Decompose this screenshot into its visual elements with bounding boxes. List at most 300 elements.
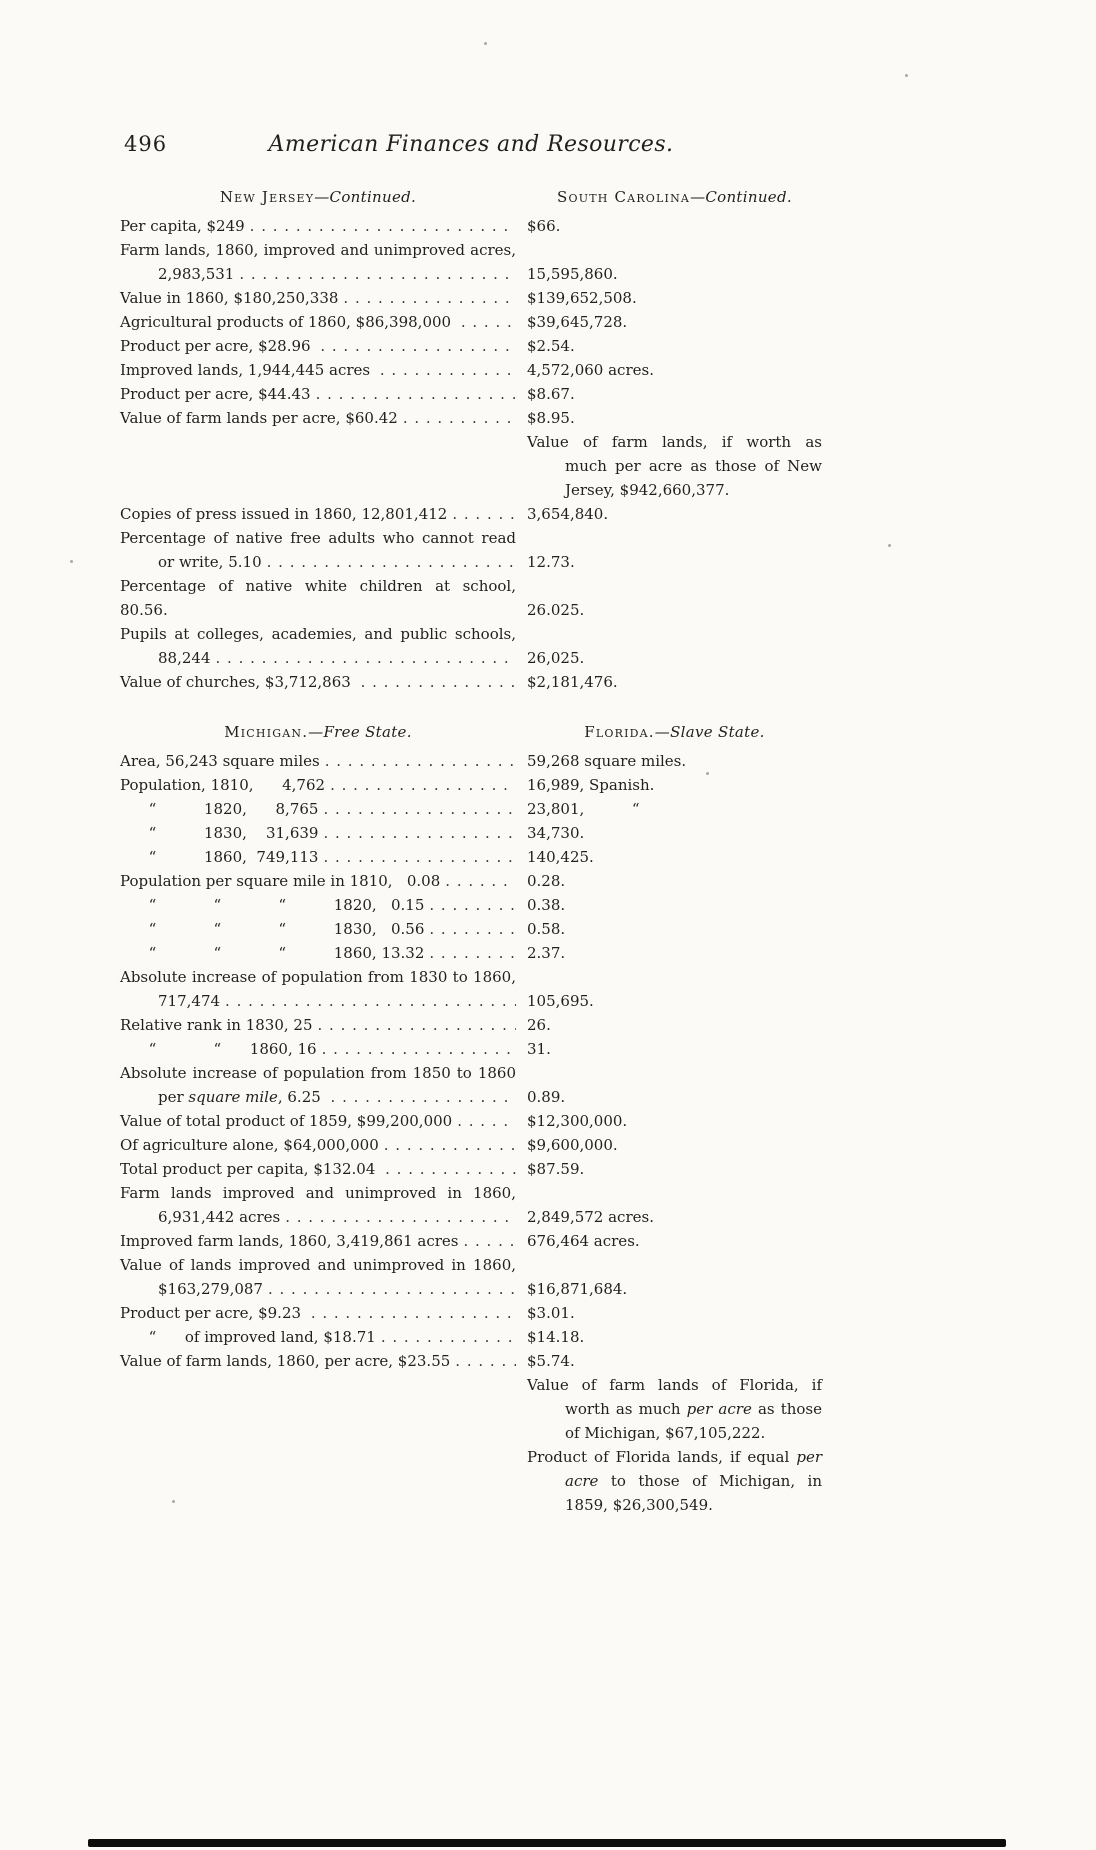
- entry-value-cell: [527, 1133, 822, 1157]
- text-line: [120, 1253, 516, 1277]
- text-line: [120, 821, 516, 845]
- line-text: “ 1820, 8,765: [120, 800, 319, 818]
- line-text: 2,849,572 acres.: [527, 1208, 654, 1226]
- comparison-section: [120, 720, 822, 1517]
- table-row: [120, 1061, 822, 1109]
- text-line: [527, 1445, 822, 1469]
- text-line: [120, 358, 516, 382]
- table-row: [120, 286, 822, 310]
- text-line: [527, 262, 822, 286]
- entry-label-cell: [120, 670, 516, 694]
- column-header-qualifier: —Continued.: [690, 188, 792, 206]
- entry-label-cell: [120, 1349, 516, 1373]
- text-line: [158, 262, 516, 286]
- line-text: Value of farm lands, 1860, per acre, $23.55: [120, 1352, 451, 1370]
- line-text: 26,025.: [527, 649, 585, 667]
- line-text: “ of improved land, $18.71: [120, 1328, 376, 1346]
- dot-leader: [463, 1229, 516, 1253]
- entry-value-cell: [527, 358, 822, 382]
- entry-value-cell: [527, 646, 822, 670]
- text-line: [158, 550, 516, 574]
- text-line: [120, 917, 516, 941]
- comparison-section: [120, 185, 822, 694]
- line-text: 4,572,060 acres.: [527, 361, 654, 379]
- line-text: $14.18.: [527, 1328, 585, 1346]
- table-row: [120, 1013, 822, 1037]
- column-header: [527, 185, 822, 209]
- text-line: [527, 1133, 822, 1157]
- line-text: Product per acre, $9.23: [120, 1304, 306, 1322]
- text-line: [527, 773, 822, 797]
- table-row: [120, 1373, 822, 1445]
- entry-label-cell: [120, 574, 521, 622]
- entry-label-cell: [120, 797, 516, 821]
- dot-leader: [384, 1133, 516, 1157]
- text-line: [120, 526, 516, 550]
- text-line: [120, 382, 516, 406]
- table-row: [120, 358, 822, 382]
- text-line: [120, 334, 516, 358]
- text-line: [120, 1325, 516, 1349]
- dot-leader: [429, 941, 516, 965]
- line-text: $39,645,728.: [527, 313, 628, 331]
- section-header-row: [120, 185, 822, 209]
- entry-value-cell: [527, 1325, 822, 1349]
- text-line: [527, 502, 822, 526]
- dot-leader: [323, 821, 516, 845]
- entry-label-cell: [120, 749, 516, 773]
- line-text: or write, 5.10: [158, 553, 262, 571]
- page-header: [120, 0, 822, 157]
- line-text: 0.28.: [527, 872, 566, 890]
- entry-value-cell: [527, 1301, 822, 1325]
- dot-leader: [429, 917, 516, 941]
- text-line: [527, 1205, 822, 1229]
- entry-label-cell: [120, 502, 516, 526]
- dot-leader: [455, 1349, 516, 1373]
- text-line: [527, 797, 822, 821]
- table-row: [120, 1349, 822, 1373]
- dot-leader: [316, 382, 516, 406]
- entry-value-cell: [527, 262, 822, 286]
- dot-leader: [323, 845, 516, 869]
- line-text: “ 1860, 749,113: [120, 848, 319, 866]
- line-text: Copies of press issued in 1860, 12,801,412: [120, 505, 448, 523]
- table-row: [120, 797, 822, 821]
- line-text: $163,279,087: [158, 1280, 263, 1298]
- entry-value-cell: [527, 1037, 822, 1061]
- entry-value-cell: [527, 869, 822, 893]
- entry-value-cell: [527, 286, 822, 310]
- line-text: 676,464 acres.: [527, 1232, 640, 1250]
- line-text: Percentage of native free adults who cannot read: [120, 529, 516, 547]
- line-text: “ “ 1860, 16: [120, 1040, 317, 1058]
- dot-leader: [325, 749, 516, 773]
- dot-leader: [318, 1013, 516, 1037]
- line-text: 2,983,531: [158, 265, 235, 283]
- text-line: [120, 1157, 516, 1181]
- text-line: [120, 1229, 516, 1253]
- text-line: [120, 238, 516, 262]
- entry-label-cell: [120, 1229, 516, 1253]
- line-text: worth as much per acre as those: [565, 1400, 822, 1418]
- line-text: Jersey, $942,660,377.: [565, 481, 730, 499]
- table-row: [120, 821, 822, 845]
- dot-leader: [311, 1301, 516, 1325]
- entry-label-cell: [120, 965, 516, 1013]
- table-row: [120, 1445, 822, 1517]
- dot-leader: [285, 1205, 516, 1229]
- text-line: [120, 797, 516, 821]
- entry-value-cell: [527, 773, 822, 797]
- entry-label-cell: [120, 214, 516, 238]
- entry-label-cell: [120, 334, 516, 358]
- text-line: [120, 1181, 516, 1205]
- column-header-qualifier: —Continued.: [314, 188, 417, 206]
- column-header-state: Michigan.: [224, 723, 309, 741]
- column-header-state: New Jersey: [219, 188, 315, 206]
- dot-leader: [268, 1277, 516, 1301]
- dot-leader: [250, 214, 516, 238]
- text-line: [565, 1493, 822, 1517]
- table-row: [120, 1109, 822, 1133]
- entry-value-cell: [527, 598, 822, 622]
- dot-leader: [320, 334, 516, 358]
- column-header-qualifier: —Slave State.: [654, 723, 765, 741]
- dot-leader: [429, 893, 516, 917]
- text-line: [527, 1157, 822, 1181]
- dot-leader: [239, 262, 516, 286]
- table-row: [120, 670, 822, 694]
- text-line: [120, 406, 516, 430]
- dot-leader: [331, 1085, 516, 1109]
- entry-label-cell: [120, 917, 516, 941]
- text-line: [158, 1205, 516, 1229]
- text-line: [527, 334, 822, 358]
- line-text: Per capita, $249: [120, 217, 245, 235]
- table-row: [120, 845, 822, 869]
- text-line: [527, 1349, 822, 1373]
- entry-value-cell: [527, 821, 822, 845]
- dot-leader: [403, 406, 516, 430]
- text-line: [527, 310, 822, 334]
- entry-value-cell: [527, 917, 822, 941]
- text-line: [565, 1421, 822, 1445]
- text-line: [565, 454, 822, 478]
- text-line: [527, 749, 822, 773]
- entry-value-cell: [527, 1157, 822, 1181]
- entry-label-cell: [120, 1325, 516, 1349]
- table-row: [120, 406, 822, 430]
- line-text: 31.: [527, 1040, 551, 1058]
- line-text: Value in 1860, $180,250,338: [120, 289, 339, 307]
- line-text: 717,474: [158, 992, 221, 1010]
- entry-value-cell: [527, 797, 822, 821]
- text-line: [120, 1349, 516, 1373]
- text-line: [158, 1085, 516, 1109]
- text-line: [120, 749, 516, 773]
- text-line: [158, 989, 516, 1013]
- text-line: [527, 214, 822, 238]
- line-text: 1859, $26,300,549.: [565, 1496, 713, 1514]
- text-line: [527, 1013, 822, 1037]
- entry-value-cell: [527, 382, 822, 406]
- text-line: [527, 1037, 822, 1061]
- dot-leader: [330, 773, 516, 797]
- line-text: 3,654,840.: [527, 505, 609, 523]
- entry-label-cell: [120, 382, 516, 406]
- table-row: [120, 430, 822, 502]
- page-title: American Finances and Resources.: [268, 132, 674, 157]
- entry-label-cell: [120, 622, 516, 670]
- entry-value-cell: [527, 989, 822, 1013]
- dot-leader: [216, 646, 517, 670]
- table-row: [120, 773, 822, 797]
- text-line: [527, 1301, 822, 1325]
- line-text: 59,268 square miles.: [527, 752, 687, 770]
- dot-leader: [457, 1109, 516, 1133]
- entry-label-cell: [120, 845, 516, 869]
- entry-value-cell: [527, 893, 822, 917]
- table-row: [120, 1229, 822, 1253]
- text-line: [527, 869, 822, 893]
- line-text: $87.59.: [527, 1160, 585, 1178]
- text-line: [527, 430, 822, 454]
- line-text: Product of Florida lands, if equal per: [527, 1448, 822, 1466]
- entry-label-cell: [120, 526, 516, 574]
- line-text: 16,989, Spanish.: [527, 776, 655, 794]
- scan-speck: [905, 74, 908, 77]
- line-text: “ 1830, 31,639: [120, 824, 319, 842]
- line-text: $8.67.: [527, 385, 575, 403]
- text-line: [527, 893, 822, 917]
- text-line: [120, 1037, 516, 1061]
- entry-value-cell: [527, 310, 822, 334]
- text-line: [527, 598, 822, 622]
- line-text: Relative rank in 1830, 25: [120, 1016, 313, 1034]
- line-text: 15,595,860.: [527, 265, 618, 283]
- entry-label-cell: [120, 1253, 516, 1301]
- entry-label-cell: [120, 1109, 516, 1133]
- text-line: [120, 1109, 516, 1133]
- entry-value-cell: [527, 1109, 822, 1133]
- line-text: 34,730.: [527, 824, 585, 842]
- entry-value-cell: [527, 845, 822, 869]
- line-text: 88,244: [158, 649, 211, 667]
- line-text: Product per acre, $44.43: [120, 385, 311, 403]
- page-number: 496: [124, 132, 168, 156]
- entry-label-cell: [120, 1013, 516, 1037]
- line-text: Agricultural products of 1860, $86,398,000: [120, 313, 456, 331]
- line-text: Value of farm lands of Florida, if: [527, 1376, 822, 1394]
- table-row: [120, 1253, 822, 1301]
- line-text: Farm lands improved and unimproved in 1860,: [120, 1184, 516, 1202]
- dot-leader: [452, 502, 516, 526]
- table-row: [120, 1181, 822, 1229]
- column-header: [120, 185, 516, 209]
- entry-label-cell: [120, 1133, 516, 1157]
- line-text: 6,931,442 acres: [158, 1208, 281, 1226]
- column-header-state: Florida.: [584, 723, 655, 741]
- line-text: $139,652,508.: [527, 289, 637, 307]
- table-row: [120, 869, 822, 893]
- line-text: Value of farm lands, if worth as: [527, 433, 822, 451]
- line-text: $16,871,684.: [527, 1280, 628, 1298]
- text-line: [120, 502, 516, 526]
- line-text: Area, 56,243 square miles: [120, 752, 320, 770]
- entry-label-cell: [120, 286, 516, 310]
- dot-leader: [323, 797, 516, 821]
- text-line: [120, 286, 516, 310]
- text-line: [565, 1469, 822, 1493]
- dot-leader: [267, 550, 516, 574]
- line-text: $9,600,000.: [527, 1136, 618, 1154]
- text-line: [527, 358, 822, 382]
- entry-value-cell: [527, 1349, 822, 1373]
- line-text: Value of churches, $3,712,863: [120, 673, 356, 691]
- dot-leader: [461, 310, 516, 334]
- line-text: $66.: [527, 217, 561, 235]
- line-text: Of agriculture alone, $64,000,000: [120, 1136, 379, 1154]
- text-line: [527, 1109, 822, 1133]
- line-text: Value of lands improved and unimproved in 1860,: [120, 1256, 516, 1274]
- line-text: Percentage of native white children at school, 80.56.: [120, 577, 521, 619]
- text-line: [527, 1085, 822, 1109]
- entry-label-cell: [120, 893, 516, 917]
- text-line: [527, 941, 822, 965]
- entry-value-cell: [527, 1373, 822, 1445]
- text-line: [527, 1373, 822, 1397]
- text-line: [120, 869, 516, 893]
- dot-leader: [380, 358, 516, 382]
- entry-label-cell: [120, 406, 516, 430]
- text-line: [120, 574, 521, 622]
- line-text: Pupils at colleges, academies, and public schools,: [120, 625, 516, 643]
- text-line: [120, 845, 516, 869]
- line-text: 140,425.: [527, 848, 594, 866]
- line-text: $3.01.: [527, 1304, 575, 1322]
- entry-label-cell: [120, 869, 516, 893]
- line-text: Product per acre, $28.96: [120, 337, 316, 355]
- line-text: “ “ “ 1860, 13.32: [120, 944, 425, 962]
- entry-label-cell: [120, 358, 516, 382]
- table-row: [120, 310, 822, 334]
- text-line: [527, 646, 822, 670]
- text-line: [120, 1301, 516, 1325]
- table-row: [120, 941, 822, 965]
- entry-label-cell: [120, 1301, 516, 1325]
- line-text: Farm lands, 1860, improved and unimproved acres,: [120, 241, 516, 259]
- text-line: [120, 622, 516, 646]
- dot-leader: [343, 286, 516, 310]
- line-text: 26.025.: [527, 601, 585, 619]
- line-text: Population per square mile in 1810, 0.08: [120, 872, 441, 890]
- scan-edge-artifact: [88, 1839, 1006, 1847]
- line-text: Absolute increase of population from 1850 to 1860: [120, 1064, 516, 1082]
- line-text: Value of farm lands per acre, $60.42: [120, 409, 398, 427]
- table-row: [120, 917, 822, 941]
- text-line: [120, 310, 516, 334]
- scan-speck: [888, 544, 891, 547]
- table-row: [120, 1157, 822, 1181]
- dot-leader: [225, 989, 516, 1013]
- text-line: [120, 1061, 516, 1085]
- line-text: 26.: [527, 1016, 551, 1034]
- scan-speck: [484, 42, 487, 45]
- line-text: 0.58.: [527, 920, 566, 938]
- dot-leader: [445, 869, 516, 893]
- table-row: [120, 574, 822, 622]
- line-text: acre to those of Michigan, in: [565, 1472, 822, 1490]
- table-row: [120, 1301, 822, 1325]
- entry-label-cell: [120, 1037, 516, 1061]
- text-line: [120, 214, 516, 238]
- line-text: per square mile, 6.25: [158, 1088, 326, 1106]
- column-header-state: South Carolina: [557, 188, 691, 206]
- statistics-table: [120, 185, 822, 1517]
- column-header-qualifier: —Free State.: [308, 723, 412, 741]
- text-line: [527, 550, 822, 574]
- line-text: $2,181,476.: [527, 673, 618, 691]
- text-line: [120, 1013, 516, 1037]
- line-text: $2.54.: [527, 337, 575, 355]
- column-header: [120, 720, 516, 744]
- entry-label-cell: [120, 821, 516, 845]
- table-row: [120, 334, 822, 358]
- table-row: [120, 526, 822, 574]
- line-text: 105,695.: [527, 992, 594, 1010]
- table-row: [120, 1037, 822, 1061]
- text-line: [527, 286, 822, 310]
- line-text: $12,300,000.: [527, 1112, 628, 1130]
- table-row: [120, 749, 822, 773]
- dot-leader: [381, 1325, 516, 1349]
- scan-speck: [706, 772, 709, 775]
- text-line: [120, 1133, 516, 1157]
- table-row: [120, 622, 822, 670]
- line-text: Improved farm lands, 1860, 3,419,861 acres: [120, 1232, 459, 1250]
- line-text: 0.89.: [527, 1088, 566, 1106]
- line-text: “ “ “ 1830, 0.56: [120, 920, 425, 938]
- table-row: [120, 1325, 822, 1349]
- text-line: [120, 965, 516, 989]
- line-text: Population, 1810, 4,762: [120, 776, 326, 794]
- entry-value-cell: [527, 1229, 822, 1253]
- entry-value-cell: [527, 214, 822, 238]
- text-line: [158, 1277, 516, 1301]
- entry-value-cell: [527, 550, 822, 574]
- entry-label-cell: [120, 238, 516, 286]
- text-line: [120, 670, 516, 694]
- line-text: 0.38.: [527, 896, 566, 914]
- dot-leader: [385, 1157, 516, 1181]
- text-line: [527, 821, 822, 845]
- line-text: Absolute increase of population from 1830 to 1860,: [120, 968, 516, 986]
- text-line: [565, 1397, 822, 1421]
- table-row: [120, 238, 822, 286]
- entry-value-cell: [527, 334, 822, 358]
- text-line: [527, 845, 822, 869]
- line-text: much per acre as those of New: [565, 457, 822, 475]
- text-line: [527, 1325, 822, 1349]
- entry-value-cell: [527, 406, 822, 430]
- line-text: $8.95.: [527, 409, 575, 427]
- section-header-row: [120, 720, 822, 744]
- entry-label-cell: [120, 1061, 516, 1109]
- entry-value-cell: [527, 941, 822, 965]
- table-row: [120, 1133, 822, 1157]
- entry-value-cell: [527, 502, 822, 526]
